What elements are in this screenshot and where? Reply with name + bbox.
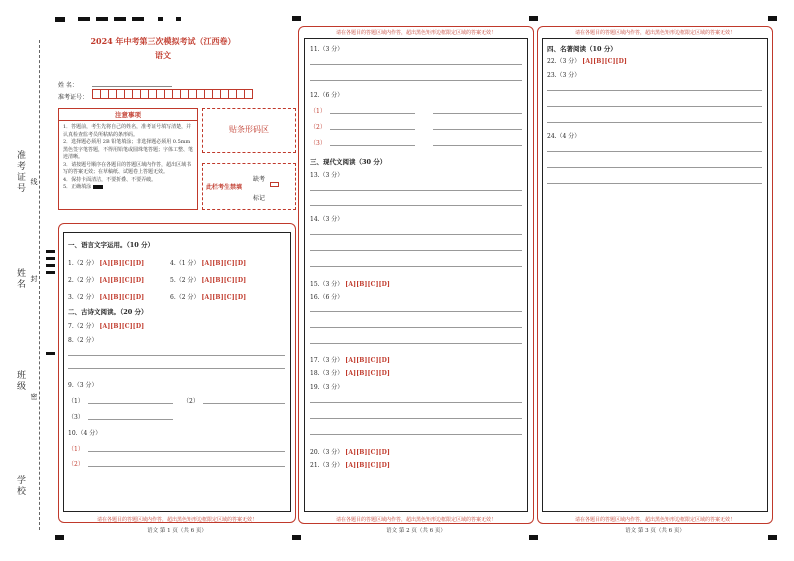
id-label: 准考证号： <box>58 94 89 101</box>
binding-line-label: 线 <box>30 178 38 187</box>
question-label: 13.（3 分） <box>310 172 344 179</box>
alignment-mark <box>46 264 55 267</box>
answer-line[interactable] <box>310 80 522 81</box>
answer-line[interactable] <box>433 129 522 130</box>
question-label: 5.（2 分） <box>170 277 200 284</box>
alignment-mark <box>114 17 126 21</box>
blank-label: （2） <box>68 461 84 468</box>
binding-name-label: 姓名 <box>15 268 25 290</box>
alignment-mark <box>46 271 55 274</box>
absent-mark-label: 缺考 <box>253 176 266 183</box>
question-label: 18.（3 分） <box>310 370 344 377</box>
alignment-mark <box>55 535 64 540</box>
question-label: 17.（3 分） <box>310 357 344 364</box>
answer-line[interactable] <box>310 434 522 435</box>
section-title: 二、古诗文阅读。（20 分） <box>68 308 148 316</box>
section-title: 三、现代文阅读（30 分） <box>310 158 387 166</box>
id-grid[interactable] <box>92 89 252 99</box>
blank-label: （3） <box>310 140 326 147</box>
question-label: 2.（2 分） <box>68 277 98 284</box>
question-label: 21.（3 分） <box>310 462 344 469</box>
barcode-label: 贴条形码区 <box>229 125 269 134</box>
answer-line[interactable] <box>547 183 762 184</box>
answer-line[interactable] <box>330 129 415 130</box>
binding-class-label: 班级 <box>15 370 25 392</box>
question-item <box>170 292 246 301</box>
id-cell[interactable] <box>244 89 253 99</box>
answer-line[interactable] <box>310 343 522 344</box>
answer-line[interactable] <box>310 311 522 312</box>
name-field[interactable] <box>92 86 172 87</box>
alignment-mark <box>768 535 777 540</box>
option-bubbles[interactable]: [A][B][C][D] <box>345 281 391 288</box>
blank-label: （1） <box>68 446 84 453</box>
answer-line[interactable] <box>68 355 285 356</box>
filled-sample <box>93 185 103 189</box>
answer-line[interactable] <box>310 205 522 206</box>
binding-secret-label: 密 <box>30 393 38 402</box>
boundary-warning: 请在各题目的答题区域内作答，超出黑色矩形边框限定区域的答案无效！ <box>335 30 496 36</box>
question-label: 15.（3 分） <box>310 281 344 288</box>
blank-label: （2） <box>310 124 326 131</box>
notice-item: 2．选择题必须用 2B 铅笔填涂；非选择题必须用 0.5mm 黑色签字笔答题，不得用铅笔或圆珠笔答题；字体工整、笔迹清晰。 <box>63 139 194 160</box>
notice-item <box>63 184 193 192</box>
question-label: 7.（2 分） <box>68 323 98 330</box>
absent-label: 此栏考生禁填 <box>206 184 243 191</box>
answer-line[interactable] <box>88 403 173 404</box>
question-label: 11.（3 分） <box>310 46 344 53</box>
blank-label: （3） <box>68 414 84 421</box>
answer-line[interactable] <box>310 190 522 191</box>
answer-line[interactable] <box>433 113 522 114</box>
answer-line[interactable] <box>310 64 522 65</box>
question-label: 1.（2 分） <box>68 260 98 267</box>
notice-title: 注意事项 <box>59 109 197 121</box>
page-footer: 语文 第 2 页（共 6 页） <box>386 528 446 534</box>
option-bubbles[interactable]: [A][B][C][D] <box>99 260 145 267</box>
boundary-warning: 请在各题目的答题区域内作答，超出黑色矩形边框限定区域的答案无效！ <box>96 517 257 523</box>
answer-line[interactable] <box>330 145 415 146</box>
question-label: 19.（3 分） <box>310 384 344 391</box>
answer-line[interactable] <box>547 122 762 123</box>
answer-line[interactable] <box>547 106 762 107</box>
question-item <box>310 355 390 364</box>
answer-line[interactable] <box>310 234 522 235</box>
alignment-mark <box>55 17 65 22</box>
page-footer: 语文 第 1 页（共 6 页） <box>147 528 207 534</box>
question-item <box>547 56 627 65</box>
name-label: 姓 名： <box>58 82 78 89</box>
question-item <box>310 279 390 288</box>
page-title: 2024 年中考第三次模拟考试（江西卷） <box>90 36 236 46</box>
notice-item: 1．答题前，考生先将自己的姓名，准考证号填写清楚，并认真检查监考员所粘贴的条形码。 <box>63 124 192 138</box>
answer-line[interactable] <box>330 113 415 114</box>
answer-line[interactable] <box>433 145 522 146</box>
question-item <box>68 258 144 267</box>
question-label: 22.（3 分） <box>547 58 581 65</box>
binding-id-label: 准考证号 <box>15 150 25 194</box>
option-bubbles[interactable]: [A][B][C][D] <box>99 323 145 330</box>
alignment-mark <box>96 17 108 21</box>
answer-line[interactable] <box>310 402 522 403</box>
alignment-mark <box>529 535 538 540</box>
answer-line[interactable] <box>310 250 522 251</box>
option-bubbles[interactable]: [A][B][C][D] <box>345 357 391 364</box>
alignment-mark <box>158 17 163 21</box>
absent-mark-label: 标记 <box>253 195 266 202</box>
answer-area-3-inner <box>542 38 768 512</box>
notice-box <box>58 108 198 210</box>
page-footer: 语文 第 3 页（共 6 页） <box>625 528 685 534</box>
answer-line[interactable] <box>547 151 762 152</box>
blank-label: （1） <box>68 398 84 405</box>
binding-school-label: 学校 <box>15 475 25 497</box>
section-title: 四、名著阅读（10 分） <box>547 45 617 53</box>
question-item <box>68 275 144 284</box>
alignment-mark <box>46 250 55 253</box>
binding-seal-label: 封 <box>30 275 38 284</box>
notice-item: 3．请按题号顺序在各题目的答题区域内作答，超出区域书写的答案无效；在草稿纸、试题卷上答题无效。 <box>63 161 192 175</box>
question-item <box>310 460 390 469</box>
question-item <box>310 447 390 456</box>
answer-line[interactable] <box>203 403 285 404</box>
section-title: 一、语言文字运用。（10 分） <box>68 241 155 249</box>
notice-item: 4．保持卡面清洁，不要折叠、不要弄破。 <box>63 176 157 183</box>
option-bubbles[interactable]: [A][B][C][D] <box>201 260 247 267</box>
blank-label: （1） <box>310 108 326 115</box>
question-label: 9.（3 分） <box>68 382 98 389</box>
question-label: 6.（2 分） <box>170 294 200 301</box>
option-bubbles[interactable]: [A][B][C][D] <box>345 462 391 469</box>
answer-line[interactable] <box>68 368 285 369</box>
question-label: 14.（3 分） <box>310 216 344 223</box>
boundary-warning: 请在各题目的答题区域内作答，超出黑色矩形边框限定区域的答案无效！ <box>335 517 496 523</box>
alignment-mark <box>78 17 90 21</box>
boundary-warning: 请在各题目的答题区域内作答，超出黑色矩形边框限定区域的答案无效！ <box>574 30 735 36</box>
answer-line[interactable] <box>310 327 522 328</box>
blank-label: （2） <box>183 398 199 405</box>
question-item <box>68 292 144 301</box>
answer-line[interactable] <box>88 466 285 467</box>
question-label: 23.（3 分） <box>547 72 581 79</box>
subject-title: 语文 <box>155 50 171 60</box>
answer-line[interactable] <box>547 90 762 91</box>
question-label: 3.（2 分） <box>68 294 98 301</box>
absent-checkbox[interactable] <box>270 182 279 187</box>
question-item <box>170 258 246 267</box>
question-item <box>68 321 144 330</box>
answer-line[interactable] <box>88 419 173 420</box>
option-bubbles[interactable]: [A][B][C][D] <box>201 294 247 301</box>
alignment-mark <box>529 16 538 21</box>
question-label: 12.（6 分） <box>310 92 344 99</box>
question-label: 24.（4 分） <box>547 133 581 140</box>
binding-line <box>39 40 40 530</box>
option-bubbles[interactable]: [A][B][C][D] <box>345 370 391 377</box>
question-label: 10.（4 分） <box>68 430 102 437</box>
alignment-mark <box>292 535 301 540</box>
question-item <box>170 275 246 284</box>
answer-area-2-inner <box>304 38 528 512</box>
answer-area-1-inner <box>63 232 291 512</box>
option-bubbles[interactable]: [A][B][C][D] <box>582 58 628 65</box>
alignment-mark <box>132 17 144 21</box>
alignment-mark <box>292 16 301 21</box>
question-label: 8.（2 分） <box>68 337 98 344</box>
question-label: 4.（1 分） <box>170 260 200 267</box>
option-bubbles[interactable]: [A][B][C][D] <box>99 277 145 284</box>
option-bubbles[interactable]: [A][B][C][D] <box>201 277 247 284</box>
alignment-mark <box>768 16 777 21</box>
answer-line[interactable] <box>88 451 285 452</box>
alignment-mark <box>46 257 55 260</box>
answer-line[interactable] <box>310 418 522 419</box>
answer-line[interactable] <box>310 266 522 267</box>
question-item <box>310 368 390 377</box>
notice-item-text: 5．正确填涂 <box>63 184 92 190</box>
option-bubbles[interactable]: [A][B][C][D] <box>345 449 391 456</box>
alignment-mark <box>176 17 181 21</box>
alignment-mark <box>46 352 55 355</box>
option-bubbles[interactable]: [A][B][C][D] <box>99 294 145 301</box>
question-label: 16.（6 分） <box>310 294 344 301</box>
question-label: 20.（3 分） <box>310 449 344 456</box>
boundary-warning: 请在各题目的答题区域内作答，超出黑色矩形边框限定区域的答案无效！ <box>574 517 735 523</box>
answer-line[interactable] <box>547 167 762 168</box>
